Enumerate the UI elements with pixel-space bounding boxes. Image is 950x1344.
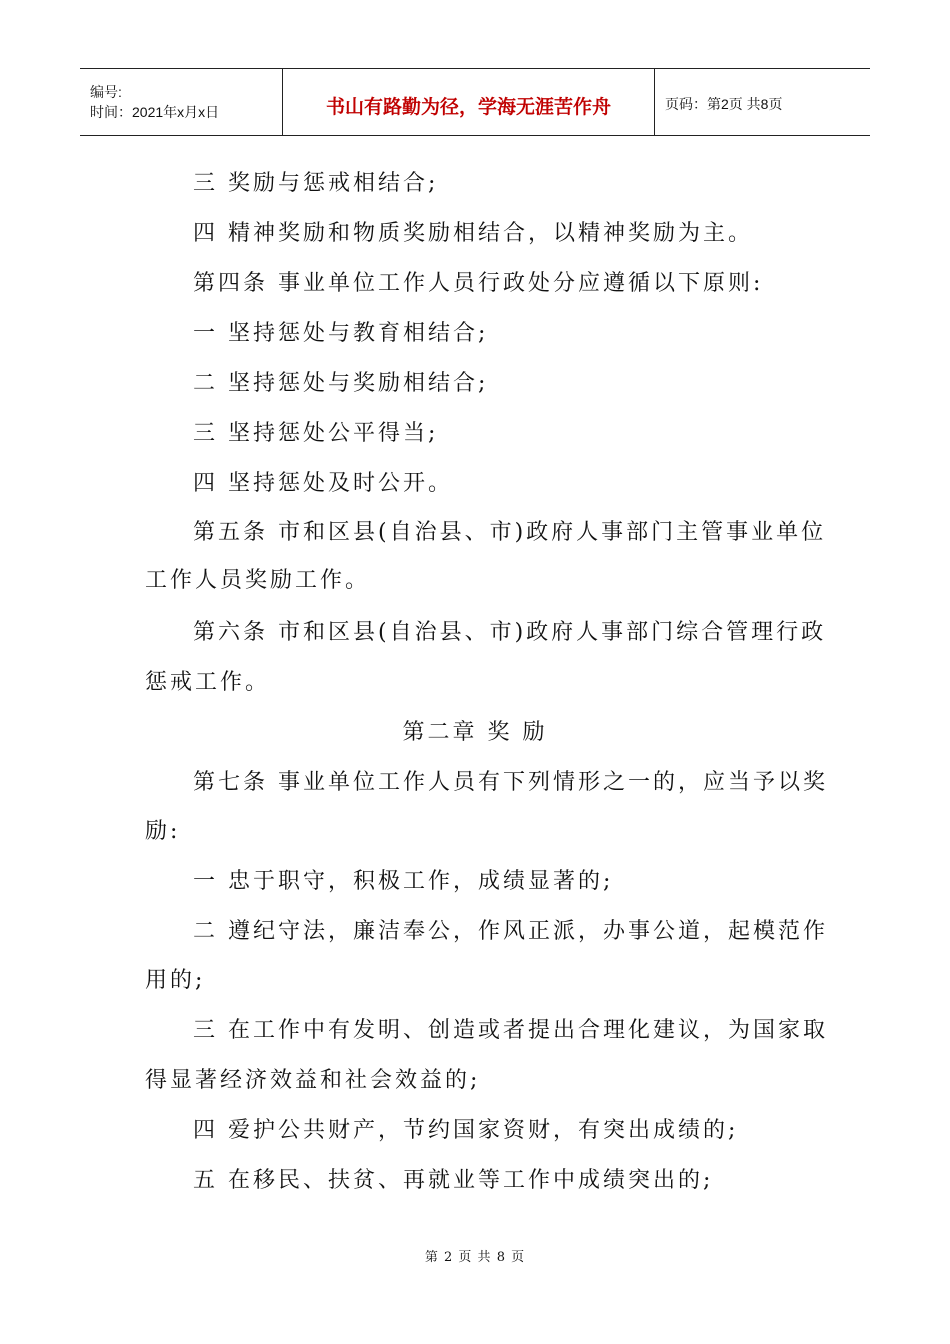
chapter-title: 第二章 奖 励 xyxy=(402,720,548,745)
header-motto: 书山有路勤为径，学海无涯苦作舟 xyxy=(325,95,611,118)
header-meta xyxy=(80,69,283,135)
body-line: 二 坚持惩处与奖励相结合; xyxy=(193,371,489,396)
body-line: 一 坚持惩处与教育相结合; xyxy=(193,321,489,346)
header-page-info-cell xyxy=(655,69,870,135)
body-line: 三 奖励与惩戒相结合; xyxy=(193,171,439,196)
body-line: 一 忠于职守，积极工作，成绩显著的; xyxy=(193,869,614,894)
body-line: 二 遵纪守法，廉洁奉公，作风正派，办事公道，起模范作 xyxy=(193,919,828,944)
body-line: 四 爱护公共财产，节约国家资财，有突出成绩的; xyxy=(193,1118,739,1143)
article-heading: 第四条 事业单位工作人员行政处分应遵循以下原则: xyxy=(193,271,764,296)
body-line: 五 在移民、扶贫、再就业等工作中成绩突出的; xyxy=(193,1168,714,1193)
document-number-label: 编号: xyxy=(90,84,122,100)
article-heading: 第六条 市和区县(自治县、市)政府人事部门综合管理行政 xyxy=(193,620,827,645)
body-line: 用的; xyxy=(145,968,206,993)
page-footer: 第 2 页 共 8 页 xyxy=(424,1250,526,1265)
header-motto-cell xyxy=(283,69,655,135)
body-line: 励: xyxy=(145,819,181,844)
body-line: 惩戒工作。 xyxy=(145,670,271,695)
article-heading: 第五条 市和区县(自治县、市)政府人事部门主管事业单位 xyxy=(193,520,827,545)
article-heading: 第七条 事业单位工作人员有下列情形之一的，应当予以奖 xyxy=(193,770,828,795)
body-line: 四 坚持惩处及时公开。 xyxy=(193,471,453,496)
body-line: 三 坚持惩处公平得当; xyxy=(193,421,439,446)
body-line: 四 精神奖励和物质奖励相结合，以精神奖励为主。 xyxy=(193,221,753,246)
page-header xyxy=(80,68,870,136)
header-page-info: 页码：第2页 共8页 xyxy=(665,96,783,112)
body-line: 三 在工作中有发明、创造或者提出合理化建议，为国家取 xyxy=(193,1018,828,1043)
body-line: 得显著经济效益和社会效益的; xyxy=(145,1068,481,1093)
document-time-label: 时间：2021年x月x日 xyxy=(90,104,220,120)
body-line: 工作人员奖励工作。 xyxy=(145,568,371,593)
